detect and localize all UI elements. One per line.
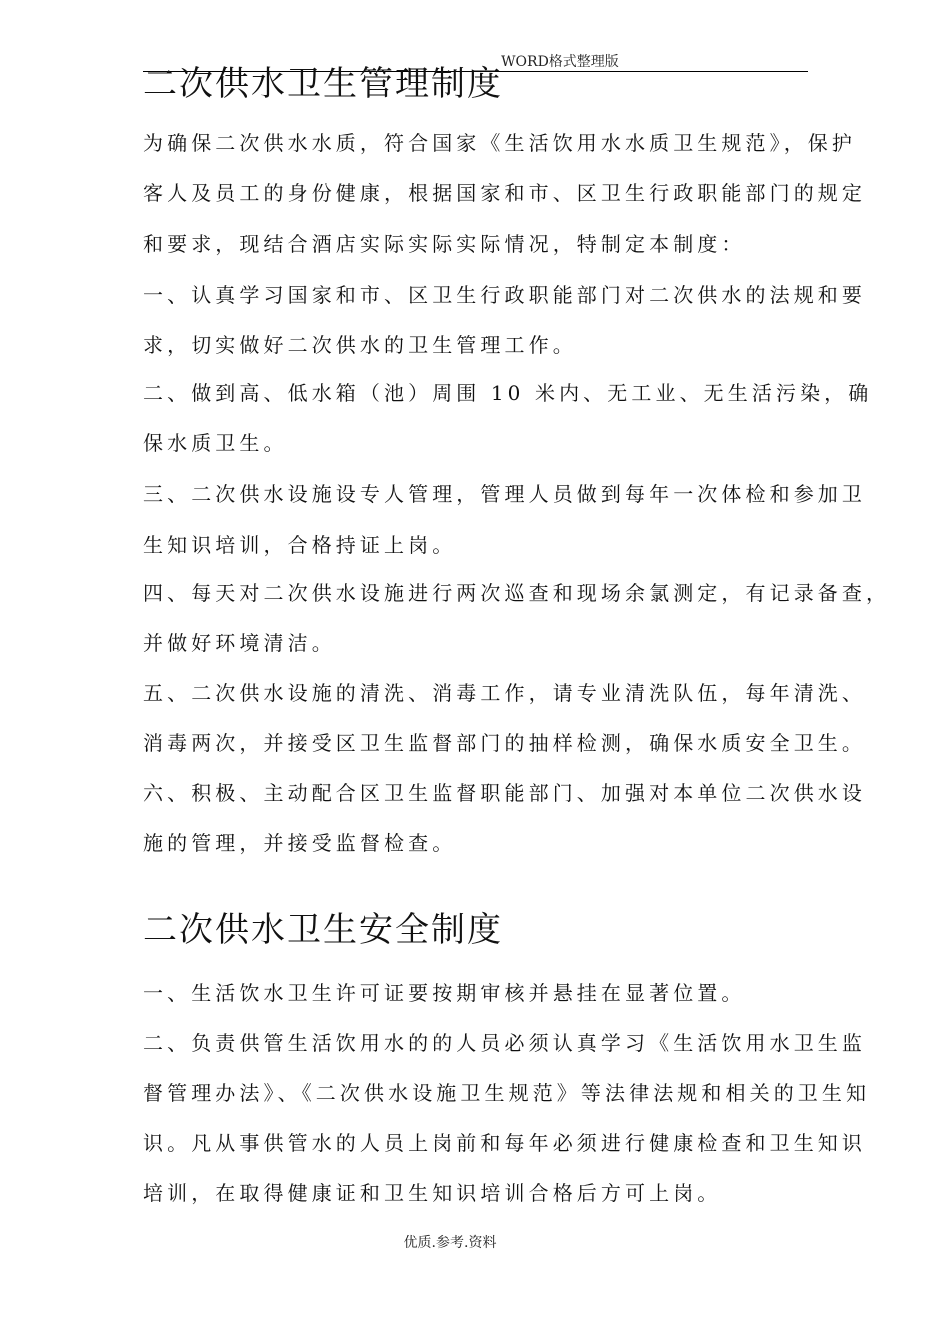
header-text: WORD格式整理版: [501, 54, 619, 70]
paragraph-line: 和要求，现结合酒店实际实际实际情况，特制定本制度：: [143, 232, 746, 256]
paragraph-line: 消毒两次，并接受区卫生监督部门的抽样检测，确保水质安全卫生。: [143, 731, 866, 755]
paragraph-line: 六、积极、主动配合区卫生监督职能部门、加强对本单位二次供水设: [143, 781, 866, 805]
paragraph-line: 二、做到高、低水箱（池）周围 10 米内、无工业、无生活污染，确: [143, 381, 873, 405]
paragraph-line: 求，切实做好二次供水的卫生管理工作。: [143, 333, 577, 357]
paragraph-line: 二、负责供管生活饮用水的的人员必须认真学习《生活饮用水卫生监: [143, 1031, 866, 1055]
paragraph-line: 施的管理，并接受监督检查。: [143, 831, 457, 855]
paragraph-line: 一、生活饮水卫生许可证要按期审核并悬挂在显著位置。: [143, 981, 746, 1005]
paragraph-line: 五、二次供水设施的清洗、消毒工作，请专业清洗队伍，每年清洗、: [143, 681, 866, 705]
paragraph-line: 培训，在取得健康证和卫生知识培训合格后方可上岗。: [143, 1181, 722, 1205]
paragraph-line: 督管理办法》、《二次供水设施卫生规范》等法律法规和相关的卫生知: [143, 1081, 871, 1105]
paragraph-line: 保水质卫生。: [143, 431, 288, 455]
paragraph-line: 客人及员工的身份健康，根据国家和市、区卫生行政职能部门的规定: [143, 181, 866, 205]
paragraph-line: 四、每天对二次供水设施进行两次巡查和现场余氯测定，有记录备查，: [143, 581, 891, 605]
paragraph-line: 识。凡从事供管水的人员上岗前和每年必须进行健康检查和卫生知识: [143, 1131, 866, 1155]
section-title-management: 二次供水卫生管理制度: [143, 64, 503, 104]
paragraph-line: 三、二次供水设施设专人管理，管理人员做到每年一次体检和参加卫: [143, 482, 866, 506]
paragraph-line: 一、认真学习国家和市、区卫生行政职能部门对二次供水的法规和要: [143, 283, 866, 307]
paragraph-line: 并做好环境清洁。: [143, 631, 336, 655]
paragraph-line: 为确保二次供水水质，符合国家《生活饮用水水质卫生规范》，保护: [143, 131, 856, 155]
paragraph-line: 生知识培训，合格持证上岗。: [143, 533, 457, 557]
section-title-safety: 二次供水卫生安全制度: [143, 910, 503, 950]
page-footer: 优质.参考.资料: [403, 1235, 497, 1251]
